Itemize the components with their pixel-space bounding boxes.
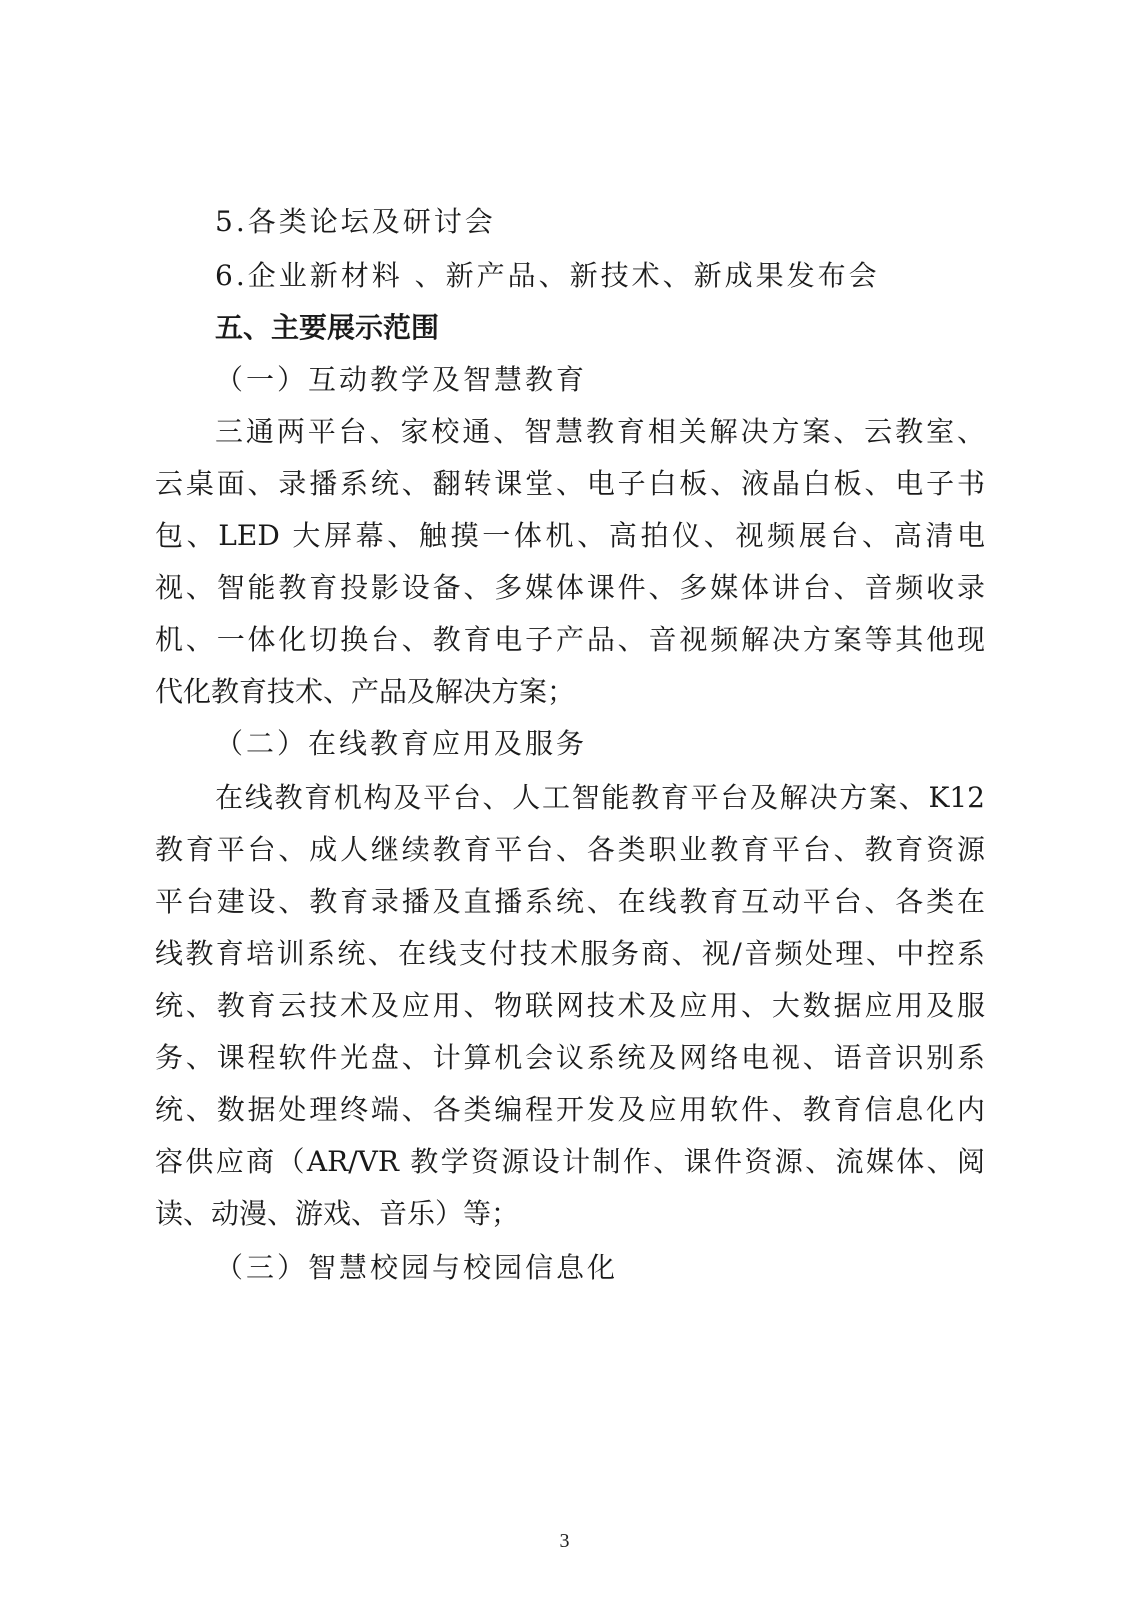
subsection-title-3: （三）智慧校园与校园信息化: [215, 1251, 619, 1284]
list-item-5: 5.各类论坛及研讨会: [215, 205, 496, 238]
section-heading: 五、主要展示范围: [215, 311, 440, 344]
subsection-title-1: （一）互动教学及智慧教育: [215, 363, 588, 396]
paragraph-line: 包、LED 大屏幕、触摸一体机、高拍仪、视频展台、高清电: [155, 519, 985, 552]
paragraph-line: 统、教育云技术及应用、物联网技术及应用、大数据应用及服: [155, 989, 985, 1022]
paragraph-line: 平台建设、教育录播及直播系统、在线教育互动平台、各类在: [155, 885, 985, 918]
paragraph-line: 三通两平台、家校通、智慧教育相关解决方案、云教室、: [215, 415, 985, 448]
paragraph-line: 读、动漫、游戏、音乐）等；: [155, 1197, 520, 1230]
paragraph-line: 容供应商（AR/VR 教学资源设计制作、课件资源、流媒体、阅: [155, 1145, 985, 1178]
paragraph-line: 务、课程软件光盘、计算机会议系统及网络电视、语音识别系: [155, 1041, 985, 1074]
paragraph-line: 云桌面、录播系统、翻转课堂、电子白板、液晶白板、电子书: [155, 467, 985, 500]
paragraph-line: 在线教育机构及平台、人工智能教育平台及解决方案、K12: [215, 781, 985, 814]
paragraph-line: 机、一体化切换台、教育电子产品、音视频解决方案等其他现: [155, 623, 985, 656]
paragraph-line: 代化教育技术、产品及解决方案；: [155, 675, 576, 708]
paragraph-line: 教育平台、成人继续教育平台、各类职业教育平台、教育资源: [155, 833, 985, 866]
list-item-6: 6.企业新材料 、新产品、新技术、新成果发布会: [215, 259, 880, 292]
paragraph-line: 视、智能教育投影设备、多媒体课件、多媒体讲台、音频收录: [155, 571, 985, 604]
subsection-title-2: （二）在线教育应用及服务: [215, 727, 588, 760]
paragraph-line: 线教育培训系统、在线支付技术服务商、视/音频处理、中控系: [155, 937, 985, 970]
paragraph-line: 统、数据处理终端、各类编程开发及应用软件、教育信息化内: [155, 1093, 985, 1126]
page-number: 3: [559, 1530, 570, 1552]
